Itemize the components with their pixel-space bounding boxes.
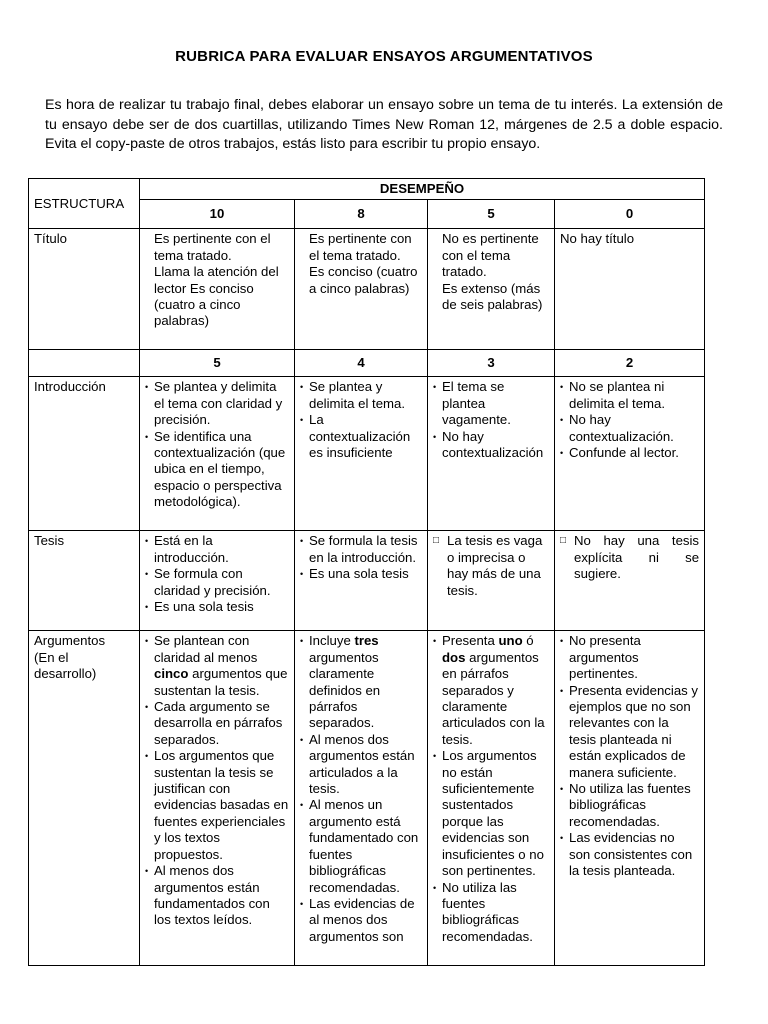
criteria-item: • No hay contextualización	[433, 429, 549, 462]
criteria-item: • Al menos un argumento está fundamentado con fuentes bibliográficas recomendadas.	[300, 797, 422, 895]
criteria-item: • Es una sola tesis	[145, 599, 289, 615]
criteria-item: • Los argumentos que sustentan la tesis se justifican con evidencias basadas en fuentes experienciales y los textos propuestos.	[145, 748, 289, 863]
score-cell: 10	[140, 200, 295, 229]
criteria-item: • Está en la introducción.	[145, 533, 289, 566]
criteria-item: • No utiliza las fuentes bibliográficas recomendadas.	[560, 781, 699, 830]
estructura-header: ESTRUCTURA	[29, 179, 140, 229]
row-introduccion	[29, 377, 705, 531]
criteria-cell	[428, 631, 555, 966]
criteria-cell: No hay título	[555, 229, 705, 350]
criteria-cell	[555, 531, 705, 631]
criteria-cell: No es pertinente con el tema tratado. Es extenso (más de seis palabras)	[428, 229, 555, 350]
criteria-cell	[555, 377, 705, 531]
criteria-item: • No se plantea ni delimita el tema.	[560, 379, 699, 412]
criteria-item: • Las evidencias de al menos dos argumentos son	[300, 896, 422, 945]
criteria-cell	[295, 377, 428, 531]
criteria-item: • Presenta uno ó dos argumentos en párrafos separados y claramente articulados con la tesis.	[433, 633, 549, 748]
criteria-cell: Es pertinente con el tema tratado. Llama la atención del lector Es conciso (cuatro a cinco palabras)	[140, 229, 295, 350]
criteria-item: • Presenta evidencias y ejemplos que no son relevantes con la tesis planteada ni están explicados de manera suficiente.	[560, 683, 699, 781]
score-cell: 4	[295, 350, 428, 377]
criteria-item: • El tema se plantea vagamente.	[433, 379, 549, 428]
criteria-item: • Se plantea y delimita el tema.	[300, 379, 422, 412]
criteria-cell	[555, 631, 705, 966]
row-label: Tesis	[29, 531, 140, 631]
criteria-item: • Los argumentos no están suficientemente sustentados porque las evidencias son insuficientes o no son pertinentes.	[433, 748, 549, 879]
criteria-item: • Se formula la tesis en la introducción.	[300, 533, 422, 566]
criteria-item: • Se plantean con claridad al menos cinco argumentos que sustentan la tesis.	[145, 633, 289, 699]
criteria-item: • Las evidencias no son consistentes con la tesis planteada.	[560, 830, 699, 879]
score-cell: 2	[555, 350, 705, 377]
score-cell: 3	[428, 350, 555, 377]
desempeno-header: DESEMPEÑO	[140, 179, 705, 200]
criteria-item: • Se identifica una contextualización (que ubica en el tiempo, espacio o perspectiva metodológica).	[145, 429, 289, 511]
criteria-item: • No presenta argumentos pertinentes.	[560, 633, 699, 682]
row-label: Argumentos (En el desarrollo)	[29, 631, 140, 966]
score-row-2	[29, 350, 705, 377]
criteria-cell	[428, 531, 555, 631]
row-argumentos	[29, 631, 705, 966]
criteria-item: • Al menos dos argumentos están articulados a la tesis.	[300, 732, 422, 798]
row-titulo	[29, 229, 705, 350]
score-cell: 0	[555, 200, 705, 229]
criteria-cell: Es pertinente con el tema tratado. Es conciso (cuatro a cinco palabras)	[295, 229, 428, 350]
criteria-cell	[140, 631, 295, 966]
criteria-cell	[295, 631, 428, 966]
criteria-cell	[428, 377, 555, 531]
criteria-item: □ No hay una tesis explícita ni se sugiere.	[560, 533, 699, 582]
empty-cell	[29, 350, 140, 377]
criteria-item: • No utiliza las fuentes bibliográficas recomendadas.	[433, 880, 549, 946]
score-cell: 5	[140, 350, 295, 377]
criteria-item: □ La tesis es vaga o imprecisa o hay más de una tesis.	[433, 533, 549, 599]
row-tesis	[29, 531, 705, 631]
criteria-item: • Incluye tres argumentos claramente definidos en párrafos separados.	[300, 633, 422, 731]
criteria-item: • Al menos dos argumentos están fundamentados con los textos leídos.	[145, 863, 289, 929]
criteria-item: • La contextualización es insuficiente	[300, 412, 422, 461]
rubric-table	[28, 178, 705, 966]
row-label: Introducción	[29, 377, 140, 531]
criteria-cell	[140, 377, 295, 531]
criteria-item: • Cada argumento se desarrolla en párrafos separados.	[145, 699, 289, 748]
score-cell: 5	[428, 200, 555, 229]
intro-paragraph: Es hora de realizar tu trabajo final, debes elaborar un ensayo sobre un tema de tu interés. La extensión de tu ensayo debe ser de dos cuartillas, utilizando Times New Roman 12, márgenes de 2.5 a doble espacio. Evita el copy-paste de otros trabajos, estás listo para escribir tu propio ensayo.	[45, 97, 723, 152]
criteria-item: • Se formula con claridad y precisión.	[145, 566, 289, 599]
criteria-item: • Es una sola tesis	[300, 566, 422, 582]
criteria-cell	[140, 531, 295, 631]
document-title: RUBRICA PARA EVALUAR ENSAYOS ARGUMENTATIVOS	[175, 48, 593, 65]
criteria-item: • Confunde al lector.	[560, 445, 699, 461]
criteria-item: • No hay contextualización.	[560, 412, 699, 445]
row-label: Título	[29, 229, 140, 350]
criteria-item: • Se plantea y delimita el tema con claridad y precisión.	[145, 379, 289, 428]
score-cell: 8	[295, 200, 428, 229]
criteria-cell	[295, 531, 428, 631]
